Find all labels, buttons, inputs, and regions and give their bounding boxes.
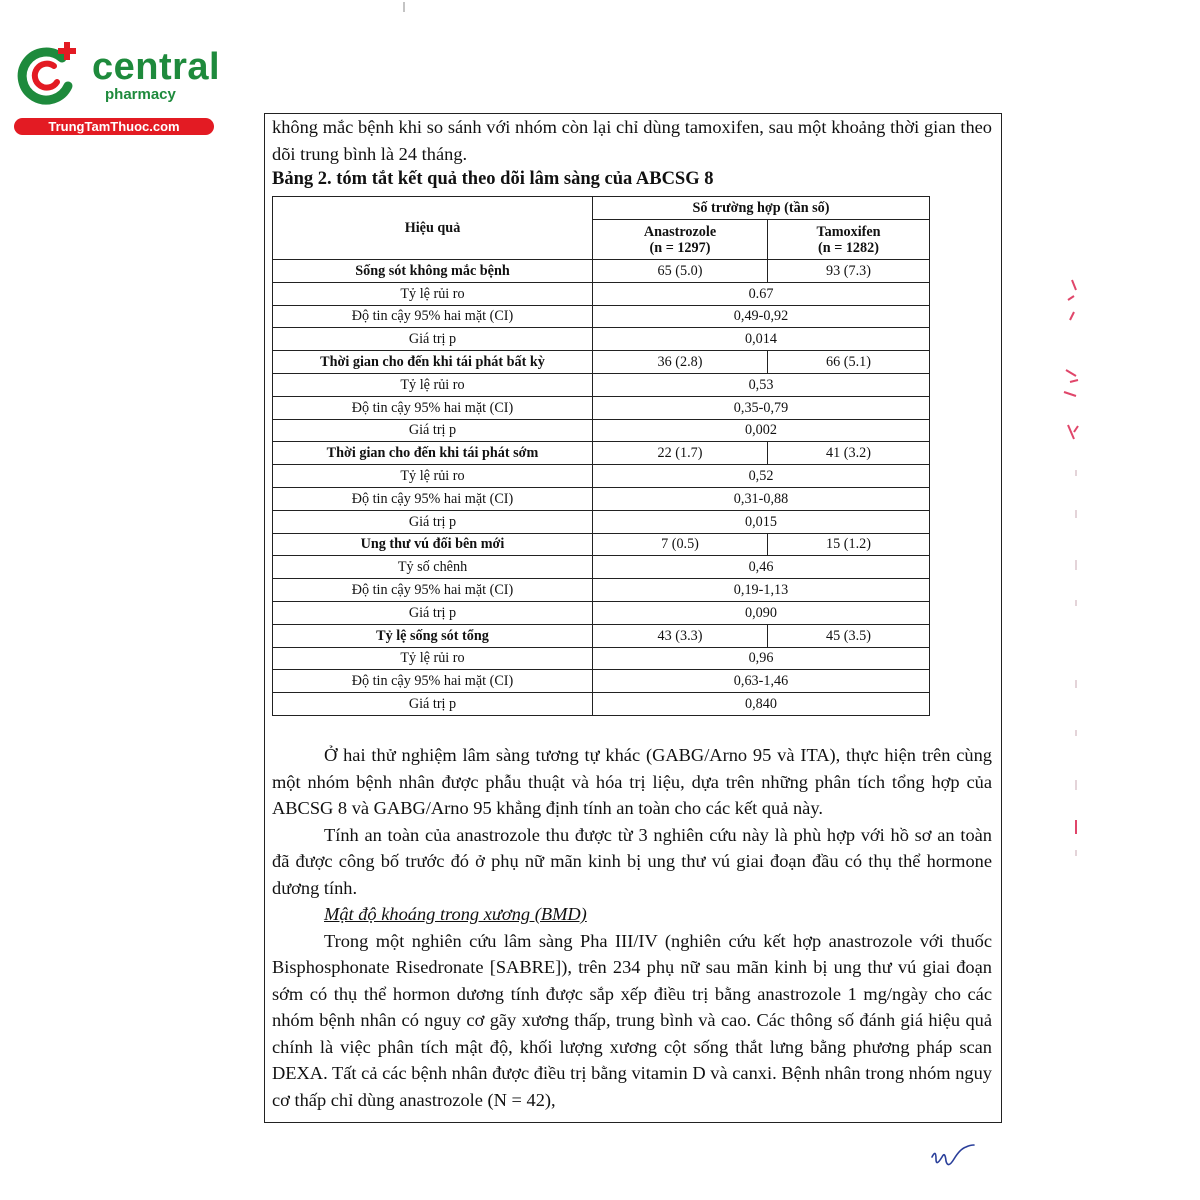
paragraph-1: Ở hai thử nghiệm lâm sàng tương tự khác (GABG/Arno 95 và ITA), thực hiện trên cùng một nhóm bệnh nhân được phẫu thuật và hóa trị liệu, dựa trên những phân tích tổng hợp của ABCSG 8 và GABG/Arno 95 khẳng định tính an toàn cho các kết quả này.	[272, 745, 992, 818]
combined-value: 0,35-0,79	[593, 396, 930, 419]
row-label: Ung thư vú đối bên mới	[273, 533, 593, 556]
row-label: Thời gian cho đến khi tái phát bất kỳ	[273, 351, 593, 374]
anastrozole-value: 36 (2.8)	[593, 351, 768, 374]
row-label: Giá trị p	[273, 419, 593, 442]
row-label: Giá trị p	[273, 510, 593, 533]
pharmacy-logo-icon	[10, 38, 82, 110]
table-row	[273, 670, 930, 693]
tamoxifen-value: 45 (3.5)	[768, 624, 930, 647]
combined-value: 0,002	[593, 419, 930, 442]
brand-tagline: pharmacy	[105, 86, 176, 103]
table-row	[273, 442, 930, 465]
row-label: Giá trị p	[273, 601, 593, 624]
table-row	[273, 396, 930, 419]
row-label: Sống sót không mắc bệnh	[273, 260, 593, 283]
row-label: Tỷ số chênh	[273, 556, 593, 579]
anastrozole-value: 65 (5.0)	[593, 260, 768, 283]
table-row	[273, 647, 930, 670]
tamoxifen-value: 41 (3.2)	[768, 442, 930, 465]
combined-value: 0.67	[593, 282, 930, 305]
row-label: Độ tin cậy 95% hai mặt (CI)	[273, 579, 593, 602]
intro-text: không mắc bệnh khi so sánh với nhóm còn lại chỉ dùng tamoxifen, sau một khoảng thời gian theo dõi trung bình là 24 tháng.	[272, 117, 992, 164]
combined-value: 0,014	[593, 328, 930, 351]
combined-value: 0,96	[593, 647, 930, 670]
header-tamoxifen-n: (n = 1282)	[818, 239, 879, 256]
table-row	[273, 601, 930, 624]
header-anastrozole-n: (n = 1297)	[649, 239, 711, 256]
header-anastrozole-name: Anastrozole	[643, 223, 717, 240]
row-label: Giá trị p	[273, 328, 593, 351]
table-row	[273, 260, 930, 283]
anastrozole-value: 43 (3.3)	[593, 624, 768, 647]
brand-logo[interactable]	[10, 38, 221, 138]
row-label: Tỷ lệ rủi ro	[273, 647, 593, 670]
combined-value: 0,19-1,13	[593, 579, 930, 602]
header-group: Số trường hợp (tần số)	[593, 197, 930, 220]
table-row	[273, 305, 930, 328]
scan-mark-icon	[402, 2, 406, 12]
scan-margin-marks-icon	[1048, 260, 1088, 900]
header-anastrozole	[593, 220, 768, 260]
row-label: Tỷ lệ rủi ro	[273, 465, 593, 488]
combined-value: 0,53	[593, 373, 930, 396]
row-label: Độ tin cậy 95% hai mặt (CI)	[273, 670, 593, 693]
results-table	[272, 196, 930, 716]
header-tamoxifen-name: Tamoxifen	[816, 223, 881, 240]
table-row	[273, 693, 930, 716]
combined-value: 0,840	[593, 693, 930, 716]
combined-value: 0,090	[593, 601, 930, 624]
row-label: Độ tin cậy 95% hai mặt (CI)	[273, 305, 593, 328]
combined-value: 0,31-0,88	[593, 487, 930, 510]
table-row	[273, 487, 930, 510]
brand-name: central	[92, 46, 221, 88]
table-row	[273, 624, 930, 647]
row-label: Tỷ lệ rủi ro	[273, 373, 593, 396]
combined-value: 0,015	[593, 510, 930, 533]
table-row	[273, 465, 930, 488]
combined-value: 0,52	[593, 465, 930, 488]
paragraph-2: Tính an toàn của anastrozole thu được từ 3 nghiên cứu này là phù hợp với hồ sơ an toàn đã được công bố trước đó ở phụ nữ mãn kinh bị ung thư vú giai đoạn đầu có thụ thể hormone dương tính.	[272, 824, 992, 898]
paragraph-3: Trong một nghiên cứu lâm sàng Pha III/IV (nghiên cứu kết hợp anastrozole với thuốc Bisphosphonate Risedronate [SABRE]), trên 234 phụ nữ sau mãn kinh bị ung thư vú giai đoạn sớm có thụ thể hormon dương tính được sắp xếp điều trị bằng anastrozole 1 mg/ngày cho các nhóm bệnh nhân có nguy cơ gãy xương thấp, trung bình và cao. Các thông số đánh giá hiệu quả chính là việc phân tích mật độ, khối lượng xương cột sống thắt lưng bằng phương pháp scan DEXA. Tất cả các bệnh nhân được điều trị bằng vitamin D và canxi. Bệnh nhân trong nhóm nguy cơ thấp chỉ dùng anastrozole (N = 42),	[272, 930, 992, 1110]
table-caption: Bảng 2. tóm tắt kết quả theo dõi lâm sàng của ABCSG 8	[272, 169, 714, 189]
row-label: Độ tin cậy 95% hai mặt (CI)	[273, 487, 593, 510]
intro-paragraph	[272, 114, 992, 167]
table-row	[273, 419, 930, 442]
tamoxifen-value: 66 (5.1)	[768, 351, 930, 374]
table-row	[273, 510, 930, 533]
anastrozole-value: 22 (1.7)	[593, 442, 768, 465]
combined-value: 0,63-1,46	[593, 670, 930, 693]
combined-value: 0,49-0,92	[593, 305, 930, 328]
table-row	[273, 556, 930, 579]
tamoxifen-value: 93 (7.3)	[768, 260, 930, 283]
row-label: Tỷ lệ rủi ro	[273, 282, 593, 305]
row-label: Độ tin cậy 95% hai mặt (CI)	[273, 396, 593, 419]
section-heading	[272, 901, 992, 928]
table-row	[273, 579, 930, 602]
brand-website[interactable]: TrungTamThuoc.com	[14, 118, 214, 135]
tamoxifen-value: 15 (1.2)	[768, 533, 930, 556]
body-section	[272, 742, 992, 1113]
header-tamoxifen	[768, 220, 930, 260]
table-row	[273, 351, 930, 374]
table-row	[273, 328, 930, 351]
row-label: Thời gian cho đến khi tái phát sớm	[273, 442, 593, 465]
row-label: Giá trị p	[273, 693, 593, 716]
handwritten-initials-icon	[928, 1143, 980, 1173]
anastrozole-value: 7 (0.5)	[593, 533, 768, 556]
row-label: Tỷ lệ sống sót tổng	[273, 624, 593, 647]
table-row	[273, 282, 930, 305]
section-heading-text: Mật độ khoáng trong xương (BMD)	[324, 904, 587, 924]
combined-value: 0,46	[593, 556, 930, 579]
header-effect: Hiệu quả	[273, 197, 593, 260]
table-row	[273, 533, 930, 556]
table-row	[273, 373, 930, 396]
